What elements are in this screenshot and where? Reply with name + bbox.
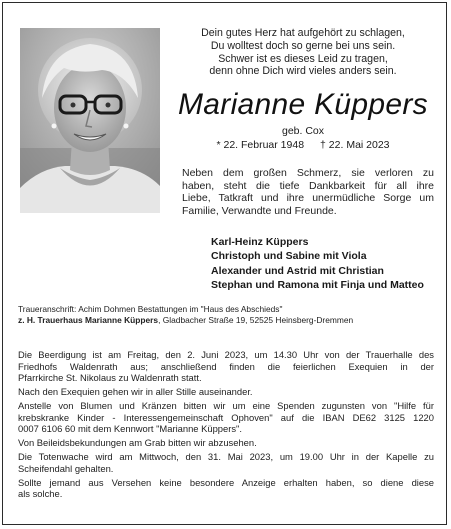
text-line: Pfarrkirche St. Nikolaus zu Waldenrath statt.	[18, 372, 202, 384]
wake-paragraph	[18, 451, 434, 474]
text-line: Die Beerdigung ist am Freitag, den 2. Juni 2023, um 14.30 Uhr von der Trauerhalle des	[18, 349, 434, 360]
grief-line: haben, steht die tiefe Dankbarkeit für all ihre	[182, 179, 434, 192]
address-street: , Gladbacher Straße 19, 52525 Heinsberg-Dremmen	[158, 315, 354, 325]
exequien-paragraph	[18, 386, 434, 398]
family-member: Stephan und Ramona mit Finja und Matteo	[211, 279, 424, 292]
closing-paragraph	[18, 477, 434, 500]
poem-line: Du wolltest doch so gerne bei uns sein.	[210, 39, 396, 52]
text-line: als solche.	[18, 488, 63, 500]
text-line: Scheifendahl gehalten.	[18, 462, 114, 474]
life-dates	[172, 139, 434, 152]
text-line: krebskranke Kinder - Interessengemeinschaft Ophoven" auf die IBAN DE62 3125 1220	[18, 411, 434, 423]
birth-date: * 22. Februar 1948	[216, 139, 305, 151]
condolence-paragraph	[18, 437, 434, 449]
grief-text	[182, 167, 434, 218]
text-line: Anstelle von Blumen und Kränzen bitten wir um eine Spenden zugunsten von "Hilfe für	[18, 400, 434, 412]
mourning-address	[18, 304, 438, 326]
funeral-details	[18, 349, 434, 502]
funeral-paragraph	[18, 349, 434, 384]
poem-line: denn ohne Dich wird vieles anders sein.	[209, 65, 397, 78]
text-line: Nach den Exequien gehen wir in aller Stille auseinander.	[18, 386, 253, 398]
address-recipient: z. H. Trauerhaus Marianne Küppers	[18, 315, 159, 325]
grief-line: Neben dem großen Schmerz, sie verloren zu	[182, 167, 434, 179]
poem-line: Dein gutes Herz hat aufgehört zu schlagen,	[201, 27, 405, 39]
grief-line: Familie, Verwandte und Freunde.	[182, 205, 337, 218]
family-member: Christoph und Sabine mit Viola	[211, 250, 367, 263]
poem-line: Schwer ist es dieses Leid zu tragen,	[218, 52, 388, 65]
address-line	[18, 315, 438, 326]
text-line: Von Beileidsbekundungen am Grab bitten wir abzusehen.	[18, 437, 257, 449]
address-line: Traueranschrift: Achim Dohmen Bestattungen im "Haus des Abschieds"	[18, 304, 283, 314]
text-line: Friedhofs Waldenrath aus; anschließend finden die feierlichen Exequien in der	[18, 360, 434, 372]
text-line: Sollte jemand aus Versehen keine besondere Anzeige erhalten haben, so diene diese	[18, 476, 434, 488]
death-date: † 22. Mai 2023	[320, 139, 390, 151]
grief-line: Liebe, Tatkraft und ihre unermüdliche Sorge um	[182, 192, 434, 205]
donation-paragraph	[18, 400, 434, 435]
family-member: Alexander und Astrid mit Christian	[211, 264, 384, 277]
family-list	[211, 235, 424, 293]
text-line: 0007 6106 60 mit dem Kennwort "Marianne Küppers".	[18, 423, 242, 435]
deceased-name: Marianne Küppers	[178, 88, 428, 121]
poem	[172, 27, 434, 78]
text-line: Die Totenwache wird am Mittwoch, den 31. Mai 2023, um 19.00 Uhr in der Kapelle zu	[18, 451, 434, 463]
portrait-photo	[20, 28, 160, 213]
family-member: Karl-Heinz Küppers	[211, 236, 309, 248]
birth-name: geb. Cox	[281, 125, 325, 137]
